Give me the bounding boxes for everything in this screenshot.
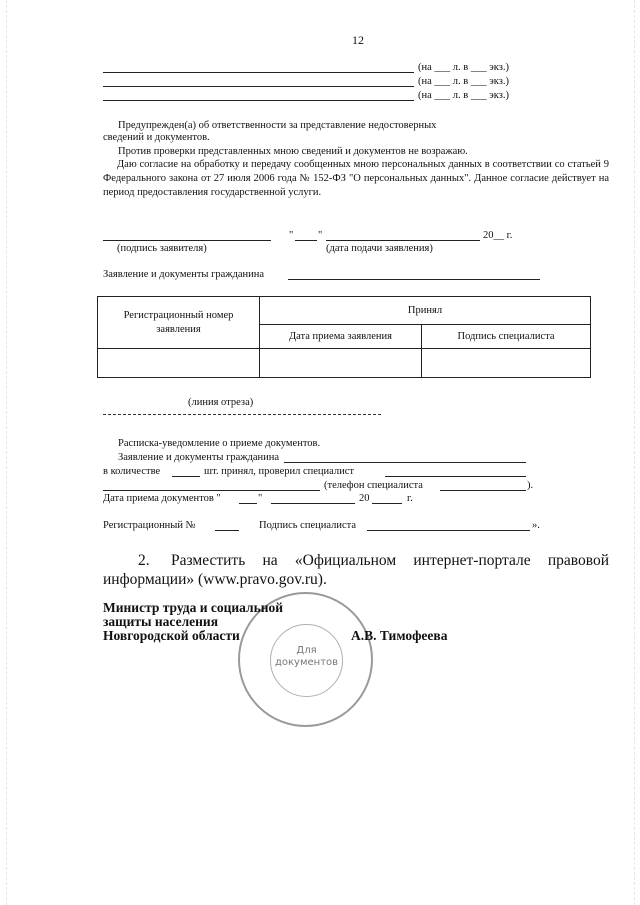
copy-count: (на ___ л. в ___ экз.) bbox=[418, 90, 509, 101]
signatory-position: Министр труда и социальной bbox=[103, 600, 284, 615]
receipt-line: ). bbox=[527, 480, 534, 491]
consent-text: Даю согласие на обработку и передачу сообщенных мною персональных данных в соответствии со статьей 9 Федерального закона от 27 июля 2006 года № 152-ФЗ "О персональных данных". Данное согласие действует на период предоставления государственной услуги. bbox=[103, 159, 609, 198]
day-line bbox=[295, 240, 317, 241]
fill-line bbox=[215, 530, 239, 531]
signature-line bbox=[103, 240, 271, 241]
table-header-reg-number: Регистрационный номер заявления bbox=[98, 297, 260, 349]
fill-line bbox=[103, 490, 320, 491]
cut-line-label: (линия отреза) bbox=[188, 397, 254, 408]
cut-line bbox=[103, 414, 381, 415]
stamp-text: Для документов bbox=[274, 645, 339, 668]
documents-of-citizen: Заявление и документы гражданина bbox=[103, 269, 265, 280]
receipt-line: ». bbox=[532, 520, 540, 531]
receipt-line: 20 bbox=[359, 493, 370, 504]
receipt-line: Подпись специалиста bbox=[259, 520, 357, 531]
applicant-signature-label: (подпись заявителя) bbox=[117, 243, 207, 254]
receipt-line: шт. принял, проверил специалист bbox=[204, 466, 355, 477]
fill-line bbox=[172, 476, 200, 477]
receipt-line: Заявление и документы гражданина bbox=[118, 452, 280, 463]
month-line bbox=[326, 240, 480, 241]
copy-count: (на ___ л. в ___ экз.) bbox=[418, 62, 509, 73]
point2-text: информации» (www.pravo.gov.ru). bbox=[103, 571, 327, 588]
copy-line bbox=[103, 100, 414, 101]
table-cell bbox=[422, 349, 591, 378]
warning-text: сведений и документов. bbox=[103, 132, 210, 143]
table-cell bbox=[260, 349, 422, 378]
warning-text: Предупрежден(а) об ответственности за представление недостоверных bbox=[118, 120, 437, 131]
copy-count: (на ___ л. в ___ экз.) bbox=[418, 76, 509, 87]
fill-line bbox=[372, 503, 402, 504]
stamp-inner-ring bbox=[270, 624, 343, 697]
fill-line bbox=[284, 462, 526, 463]
point2-text: Разместить на «Официальном интернет-портале правовой bbox=[171, 552, 609, 569]
quote-open: " bbox=[289, 230, 294, 241]
copy-line bbox=[103, 86, 414, 87]
citizen-name-line bbox=[288, 279, 540, 280]
table-cell bbox=[98, 349, 260, 378]
table-header-signature: Подпись специалиста bbox=[422, 325, 591, 349]
page-number: 12 bbox=[352, 33, 364, 47]
signatory-position: защиты населения bbox=[103, 614, 219, 629]
receipt-title: Расписка-уведомление о приеме документов. bbox=[118, 438, 321, 449]
signatory-position: Новгородской области bbox=[103, 628, 240, 643]
fill-line bbox=[440, 490, 526, 491]
copy-line bbox=[103, 72, 414, 73]
year-text: 20__ г. bbox=[483, 230, 513, 241]
point2-number: 2. bbox=[138, 552, 150, 569]
scan-edge bbox=[6, 0, 8, 905]
no-objection-text: Против проверки представленных мною сведений и документов не возражаю. bbox=[118, 146, 468, 157]
receipt-line: Дата приема документов " bbox=[103, 493, 221, 504]
scan-edge bbox=[634, 0, 636, 905]
fill-line bbox=[367, 530, 530, 531]
table-header-date: Дата приема заявления bbox=[260, 325, 422, 349]
application-date-label: (дата подачи заявления) bbox=[326, 243, 433, 254]
receipt-line: Регистрационный № bbox=[103, 520, 196, 531]
table-header-accepted: Принял bbox=[260, 297, 591, 325]
registration-table bbox=[97, 296, 591, 378]
receipt-line: (телефон специалиста bbox=[324, 480, 423, 491]
fill-line bbox=[239, 503, 257, 504]
receipt-line: " bbox=[258, 493, 263, 504]
receipt-line: г. bbox=[407, 493, 413, 504]
receipt-line: в количестве bbox=[103, 466, 161, 477]
fill-line bbox=[271, 503, 355, 504]
quote-close: " bbox=[318, 230, 323, 241]
fill-line bbox=[385, 476, 526, 477]
signatory-name: А.В. Тимофеева bbox=[351, 628, 448, 643]
